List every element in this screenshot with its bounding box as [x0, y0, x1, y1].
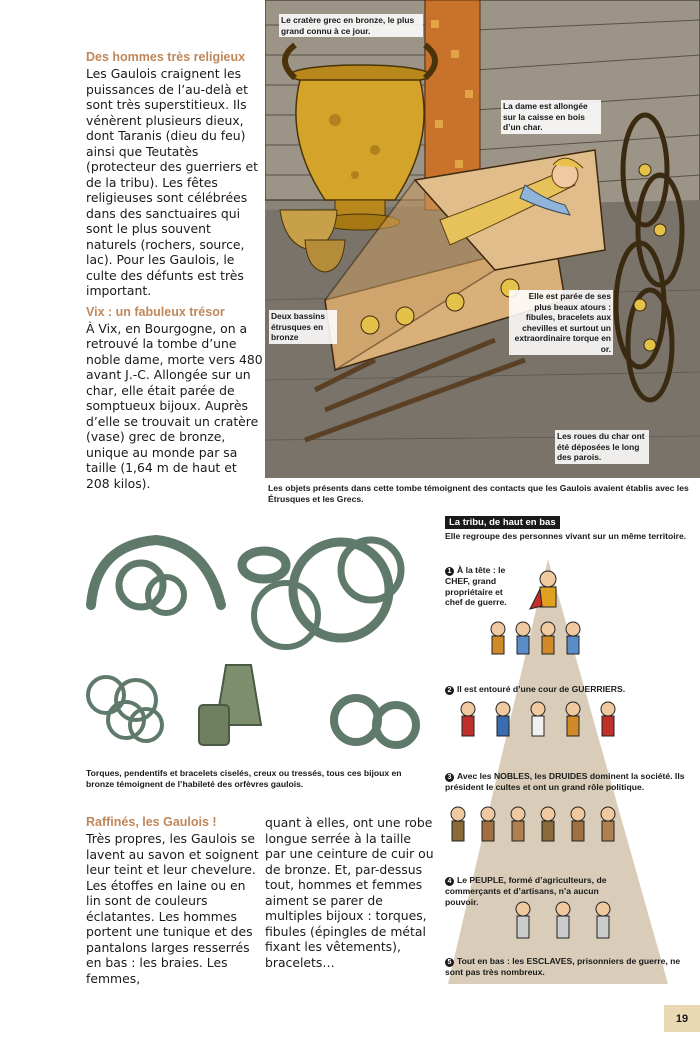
- religion-text: Les Gaulois craignent les puissances de l’au-delà et sont très superstitieux. Ils vénèrent plusieurs dieux, dont Taranis (dieu du feu) ainsi que Teutatès (protecteur des guerriers et de la tribu). Les fêtes religieuses sont célébrées dans des sanctuaires qui sont le plus souvent naturels (rochers, source, lac). Pour les Gaulois, le culte des défunts est très important.: [86, 66, 258, 298]
- tribe-title: La tribu, de haut en bas: [445, 516, 560, 529]
- page-number: 19: [664, 1005, 700, 1032]
- tribe-item-people-text: Le PEUPLE, formé d’agriculteurs, de commerçants et d’artisans, n’a aucun pouvoir.: [445, 875, 607, 907]
- number-badge: 4: [445, 877, 454, 886]
- jewelry-caption: Torques, pendentifs et bracelets ciselés, creux ou tressés, tous ces bijoux en bronze témoignent de l’habileté des orfèvres gaulois.: [86, 768, 402, 789]
- chief-figure: [530, 571, 556, 609]
- raffines-text-1: Très propres, les Gaulois se lavent au savon et soignent leur teint et leur chevelure. Les étoffes en laine ou en lin sont de couleurs éclatantes. Les hommes portent une tunique et des pantalons larges resserrés en bas : les braies. Les femmes,: [86, 831, 259, 986]
- tribe-item-people: [445, 875, 615, 907]
- number-badge: 5: [445, 958, 454, 967]
- number-badge: 2: [445, 686, 454, 695]
- caption-wheels: Les roues du char ont été déposées le long des parois.: [555, 430, 649, 464]
- vix-heading: Vix : un fabuleux trésor: [86, 304, 225, 319]
- left-column: [86, 50, 264, 497]
- tomb-illustration: [265, 0, 700, 478]
- tribe-item-chief-text: À la tête : le CHEF, grand propriétaire et chef de guerre.: [445, 565, 507, 607]
- bronze-jewelry-photo: [86, 525, 426, 765]
- vix-text: À Vix, en Bourgogne, on a retrouvé la tombe d’une noble dame, morte vers 480 avant J.-C. Allongée sur un char, elle était parée de somptueux bijoux. Auprès d’elle se trouvait un cratère (vase) grec de bronze, unique au monde par sa taille (1,64 m de haut et 208 kilos).: [86, 320, 263, 491]
- tomb-scene-drawing: [265, 0, 700, 478]
- tribe-intro: Elle regroupe des personnes vivant sur un même territoire.: [445, 531, 687, 541]
- tribe-item-nobles-text: Avec les NOBLES, les DRUIDES dominent la société. Ils président le cultes et ont un grand rôle politique.: [445, 771, 685, 792]
- tribe-item-warriors-text: Il est entouré d’une cour de GUERRIERS.: [457, 684, 626, 694]
- tribe-item-warriors: [445, 684, 695, 695]
- tribe-item-nobles: [445, 771, 695, 793]
- number-badge: 3: [445, 773, 454, 782]
- tribe-item-slaves-text: Tout en bas : les ESCLAVES, prisonniers de guerre, ne sont pas très nombreux.: [445, 956, 681, 977]
- raffines-text-2: quant à elles, ont une robe longue serrée à la taille par une ceinture de cuir ou de bronze. Et, par-dessus tout, hommes et femmes aiment se parer de multiples bijoux : torques, fibules (épingles de métal fixant les vêtements), bracelets…: [265, 815, 434, 970]
- tribe-item-chief: [445, 565, 515, 608]
- caption-jewels: Elle est parée de ses plus beaux atours : fibules, bracelets aux chevilles et surtout un extraordinaire torque en or.: [509, 290, 613, 355]
- caption-lady: La dame est allongée sur la caisse en bois d’un char.: [501, 100, 601, 134]
- number-badge: 1: [445, 567, 454, 576]
- jewelry-drawing: [86, 525, 426, 765]
- bottom-column-2: [265, 815, 435, 976]
- caption-crater: Le cratère grec en bronze, le plus grand connu à ce jour.: [279, 14, 423, 37]
- tribe-item-slaves: [445, 956, 695, 978]
- religion-heading: Des hommes très religieux: [86, 50, 246, 64]
- tomb-caption: Les objets présents dans cette tombe témoignent des contacts que les Gaulois avaient établis avec les Étrusques et les Grecs.: [268, 483, 689, 504]
- bottom-column-1: [86, 815, 260, 992]
- raffines-heading: Raffinés, les Gaulois !: [86, 815, 217, 829]
- caption-basins: Deux bassins étrusques en bronze: [269, 310, 337, 344]
